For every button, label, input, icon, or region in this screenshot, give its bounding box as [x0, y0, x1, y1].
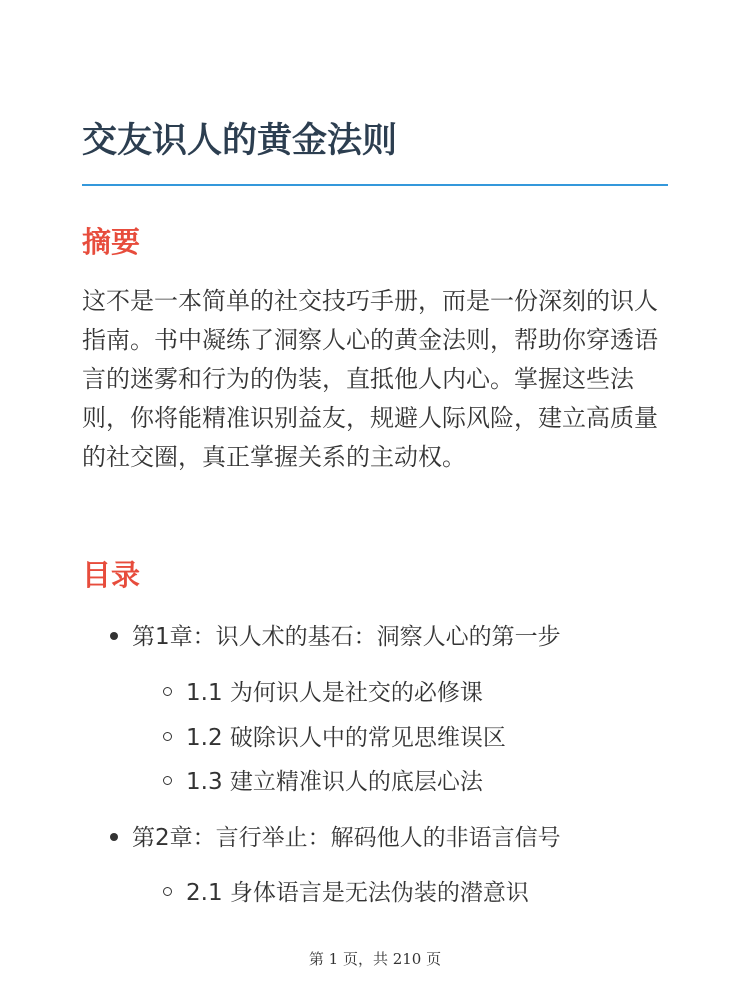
toc-chapter-2[interactable] — [110, 821, 710, 855]
toc-chapter-1[interactable] — [110, 620, 710, 654]
circle-bullet-icon — [163, 732, 172, 741]
toc-heading: 目录 — [82, 558, 141, 592]
toc-section-label: 2.1 身体语言是无法伪装的潜意识 — [186, 880, 529, 906]
toc-section-2-1[interactable] — [163, 876, 723, 910]
circle-bullet-icon — [163, 776, 172, 785]
toc-section-1-3[interactable] — [163, 765, 723, 799]
toc-section-1-1[interactable] — [163, 676, 723, 710]
abstract-heading: 摘要 — [82, 225, 141, 259]
toc-section-1-2[interactable] — [163, 721, 723, 755]
toc-section-label: 1.1 为何识人是社交的必修课 — [186, 680, 483, 706]
document-title: 交友识人的黄金法则 — [82, 121, 398, 161]
toc-section-label: 1.3 建立精准识人的底层心法 — [186, 769, 483, 795]
title-divider — [82, 184, 668, 186]
page-number-footer: 第 1 页，共 210 页 — [308, 950, 442, 968]
abstract-paragraph: 这不是一本简单的社交技巧手册，而是一份深刻的识人指南。书中凝练了洞察人心的黄金法则，帮助你穿透语言的迷雾和行为的伪装，直抵他人内心。掌握这些法则，你将能精准识别益友，规避人际风险，建立高质量的社交圈，真正掌握关系的主动权。 — [82, 287, 658, 471]
toc-section-label: 1.2 破除识人中的常见思维误区 — [186, 725, 506, 751]
circle-bullet-icon — [163, 887, 172, 896]
circle-bullet-icon — [163, 687, 172, 696]
bullet-icon — [110, 833, 118, 841]
toc-chapter-label: 第2章：言行举止：解码他人的非语言信号 — [132, 825, 561, 851]
toc-chapter-label: 第1章：识人术的基石：洞察人心的第一步 — [132, 624, 561, 650]
bullet-icon — [110, 632, 118, 640]
